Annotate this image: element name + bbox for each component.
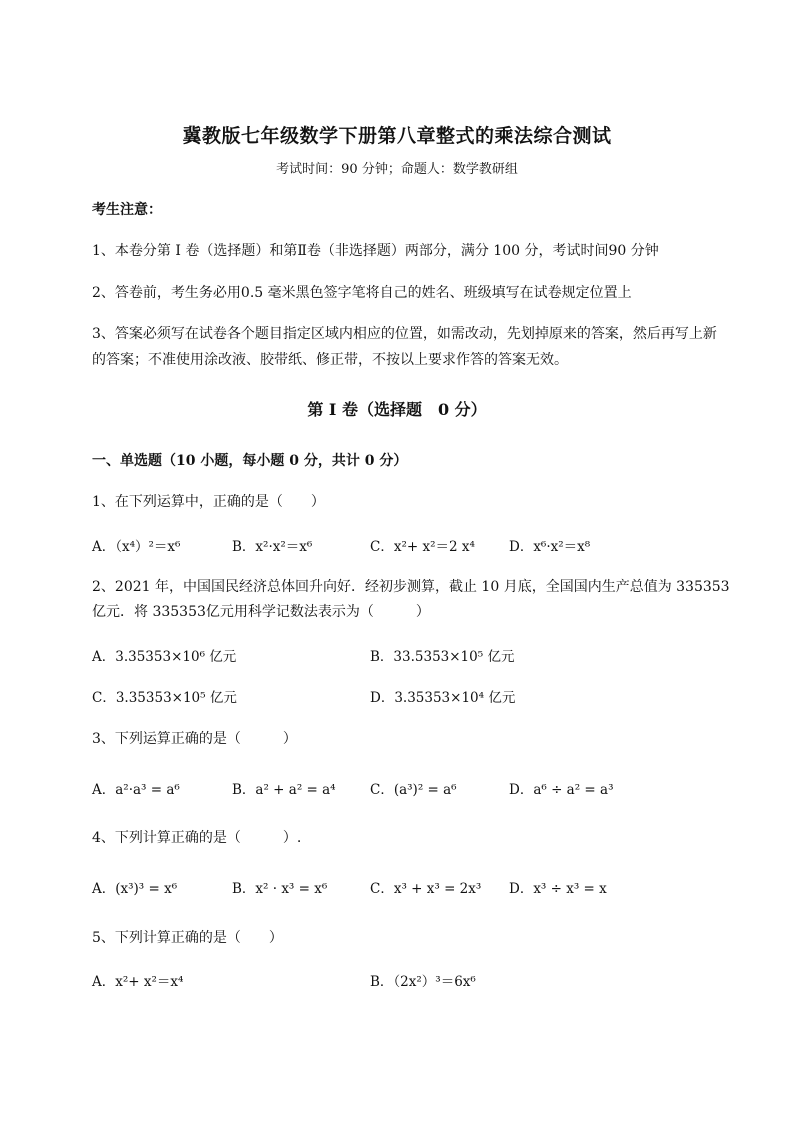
notice-item: 3、答案必须写在试卷各个题目指定区域内相应的位置，如需改动，先划掉原来的答案，然后再写上新 [92,326,717,342]
notice-item: 1、本卷分第 I 卷（选择题）和第Ⅱ卷（非选择题）两部分，满分 100 分，考试时间90 分钟 [92,243,659,259]
option-b: B．（2x²）³＝6x⁶ [370,974,476,990]
notice-item: 2、答卷前，考生务必用0.5 毫米黑色签字笔将自己的姓名、班级填写在试卷规定位置上 [92,285,632,301]
question-stem: 5、下列计算正确的是（ ） [92,930,283,946]
question-stem: 4、下列计算正确的是（ ）. [92,830,302,846]
option-a: A．3.35353×10⁶ 亿元 [92,649,237,665]
option-d: D．a⁶ ÷ a² = a³ [509,782,614,798]
option-a: A．(x³)³ = x⁶ [92,881,178,897]
question-stem: 3、下列运算正确的是（ ） [92,731,297,747]
option-c: C．3.35353×10⁵ 亿元 [92,690,237,706]
option-d: D．x³ ÷ x³ = x [509,881,607,897]
exam-title: 冀教版七年级数学下册第八章整式的乘法综合测试 [182,125,612,147]
exam-subtitle: 考试时间：90 分钟；命题人：数学教研组 [276,162,518,177]
section-title: 第 I 卷（选择题 0 分） [307,400,487,419]
option-b: B．x² · x³ = x⁶ [232,881,328,897]
option-a: A．x²+ x²＝x⁴ [92,974,184,990]
option-c: C．x²+ x²＝2 x⁴ [370,539,475,555]
option-b: B．33.5353×10⁵ 亿元 [370,649,515,665]
option-d: D．x⁶·x²＝x⁸ [509,539,591,555]
question-stem-continued: 亿元．将 335353亿元用科学记数法表示为（ ） [92,604,430,620]
option-c: C．x³ + x³ = 2x³ [370,881,482,897]
option-d: D．3.35353×10⁴ 亿元 [370,690,516,706]
part-heading: 一、单选题（10 小题，每小题 0 分，共计 0 分） [92,453,408,469]
notice-item: 的答案；不准使用涂改液、胶带纸、修正带，不按以上要求作答的答案无效。 [92,352,568,368]
question-stem: 2、2021 年，中国国民经济总体回升向好．经初步测算，截止 10 月底，全国国内生产总值为 335353 [92,579,730,595]
question-stem: 1、在下列运算中，正确的是（ ） [92,494,325,510]
notice-heading: 考生注意： [92,202,162,218]
option-a: A．（x⁴）²＝x⁶ [92,539,181,555]
option-a: A．a²·a³ = a⁶ [92,782,180,798]
option-b: B．a² + a² = a⁴ [232,782,336,798]
option-b: B．x²·x²＝x⁶ [232,539,313,555]
option-c: C．(a³)² = a⁶ [370,782,457,798]
